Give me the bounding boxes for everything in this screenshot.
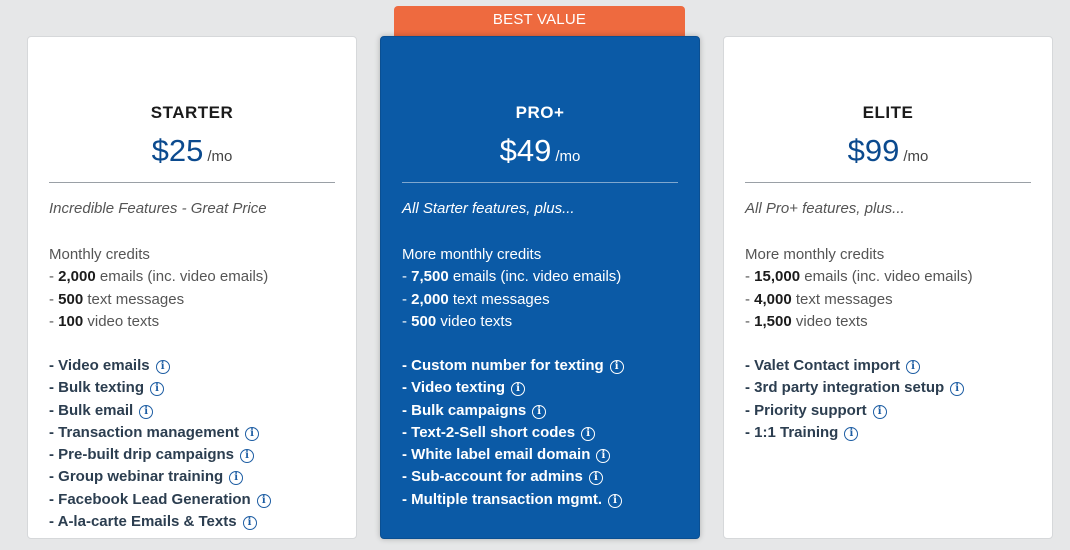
feature-label: - Facebook Lead Generation bbox=[49, 490, 251, 508]
plan-price: $49 bbox=[499, 133, 552, 168]
feature-label: - Bulk email bbox=[49, 401, 134, 419]
feature-label: - Video texting bbox=[402, 379, 506, 397]
credit-item: - 1,500 video texts bbox=[745, 312, 868, 330]
divider bbox=[49, 182, 335, 183]
info-icon[interactable]: i bbox=[532, 405, 546, 419]
credit-item: - 15,000 emails (inc. video emails) bbox=[745, 268, 973, 286]
feature-item bbox=[402, 466, 689, 488]
credit-item: - 500 video texts bbox=[402, 312, 513, 330]
feature-item bbox=[49, 489, 346, 511]
info-icon[interactable]: i bbox=[229, 471, 243, 485]
credit-item: - 2,000 text messages bbox=[402, 290, 550, 308]
feature-label: - Group webinar training bbox=[49, 468, 224, 486]
credit-item: - 7,500 emails (inc. video emails) bbox=[402, 268, 622, 286]
info-icon[interactable]: i bbox=[243, 516, 257, 530]
plan-tagline: All Pro+ features, plus... bbox=[745, 200, 905, 217]
divider bbox=[402, 182, 678, 183]
plan-name: ELITE bbox=[862, 103, 914, 122]
credits-list bbox=[49, 244, 346, 333]
credit-item: - 2,000 emails (inc. video emails) bbox=[49, 268, 269, 286]
plan-name: STARTER bbox=[150, 103, 234, 122]
price-period: /mo bbox=[903, 148, 929, 165]
feature-label: - 3rd party integration setup bbox=[745, 379, 945, 397]
feature-item bbox=[402, 400, 689, 422]
price-period: /mo bbox=[555, 148, 581, 165]
feature-item bbox=[745, 400, 1042, 422]
credit-item: - 100 video texts bbox=[49, 312, 160, 330]
credits-heading: Monthly credits bbox=[49, 246, 150, 263]
feature-label: - Sub-account for admins bbox=[402, 468, 583, 486]
feature-label: - Pre-built drip campaigns bbox=[49, 446, 235, 464]
feature-label: - Transaction management bbox=[49, 423, 240, 441]
feature-item bbox=[49, 466, 346, 488]
divider bbox=[745, 182, 1031, 183]
info-icon[interactable]: i bbox=[950, 382, 964, 396]
price-period: /mo bbox=[207, 148, 233, 165]
features-list bbox=[402, 355, 689, 511]
credit-item: - 500 text messages bbox=[49, 290, 185, 308]
feature-label: - Bulk campaigns bbox=[402, 401, 527, 419]
feature-item bbox=[402, 355, 689, 377]
price-row bbox=[381, 133, 699, 169]
credits-list bbox=[745, 244, 1042, 333]
info-icon[interactable]: i bbox=[844, 427, 858, 441]
info-icon[interactable]: i bbox=[589, 471, 603, 485]
feature-item bbox=[745, 377, 1042, 399]
info-icon[interactable]: i bbox=[257, 494, 271, 508]
info-icon[interactable]: i bbox=[581, 427, 595, 441]
feature-item bbox=[402, 489, 689, 511]
plan-tagline: Incredible Features - Great Price bbox=[49, 200, 267, 217]
feature-item bbox=[49, 377, 346, 399]
feature-item bbox=[402, 377, 689, 399]
feature-item bbox=[49, 444, 346, 466]
feature-label: - 1:1 Training bbox=[745, 423, 839, 441]
feature-label: - Video emails bbox=[49, 357, 150, 374]
info-icon[interactable]: i bbox=[139, 405, 153, 419]
feature-label: - White label email domain bbox=[402, 446, 591, 464]
price-row bbox=[28, 133, 356, 169]
feature-label: - Bulk texting bbox=[49, 379, 145, 397]
feature-label: - Valet Contact import bbox=[745, 357, 901, 374]
info-icon[interactable]: i bbox=[596, 449, 610, 463]
credits-heading: More monthly credits bbox=[402, 246, 542, 263]
feature-item bbox=[49, 511, 346, 533]
plan-price: $25 bbox=[151, 133, 204, 168]
credit-item: - 4,000 text messages bbox=[745, 290, 893, 308]
info-icon[interactable]: i bbox=[608, 494, 622, 508]
plan-tagline: All Starter features, plus... bbox=[402, 200, 575, 217]
info-icon[interactable]: i bbox=[511, 382, 525, 396]
plan-card-starter[interactable] bbox=[27, 36, 357, 539]
info-icon[interactable]: i bbox=[156, 360, 170, 374]
plan-price: $99 bbox=[847, 133, 900, 168]
feature-label: - A-la-carte Emails & Texts bbox=[49, 513, 237, 531]
credits-heading: More monthly credits bbox=[745, 246, 885, 263]
feature-item bbox=[745, 355, 1042, 377]
feature-label: - Custom number for texting bbox=[402, 357, 604, 374]
info-icon[interactable]: i bbox=[150, 382, 164, 396]
plan-card-elite[interactable] bbox=[723, 36, 1053, 539]
feature-item bbox=[402, 444, 689, 466]
features-list bbox=[49, 355, 346, 533]
feature-item bbox=[49, 422, 346, 444]
plan-card-pro[interactable] bbox=[380, 36, 700, 539]
info-icon[interactable]: i bbox=[873, 405, 887, 419]
feature-item bbox=[402, 422, 689, 444]
info-icon[interactable]: i bbox=[240, 449, 254, 463]
price-row bbox=[724, 133, 1052, 169]
info-icon[interactable]: i bbox=[610, 360, 624, 374]
features-list bbox=[745, 355, 1042, 444]
credits-list bbox=[402, 244, 689, 333]
feature-label: - Multiple transaction mgmt. bbox=[402, 490, 603, 508]
plan-name: PRO+ bbox=[515, 103, 565, 122]
feature-label: - Priority support bbox=[745, 401, 867, 419]
feature-item bbox=[49, 400, 346, 422]
feature-label: - Text-2-Sell short codes bbox=[402, 423, 576, 441]
feature-item bbox=[49, 355, 346, 377]
best-value-badge: BEST VALUE bbox=[394, 6, 685, 37]
info-icon[interactable]: i bbox=[906, 360, 920, 374]
info-icon[interactable]: i bbox=[245, 427, 259, 441]
feature-item bbox=[745, 422, 1042, 444]
